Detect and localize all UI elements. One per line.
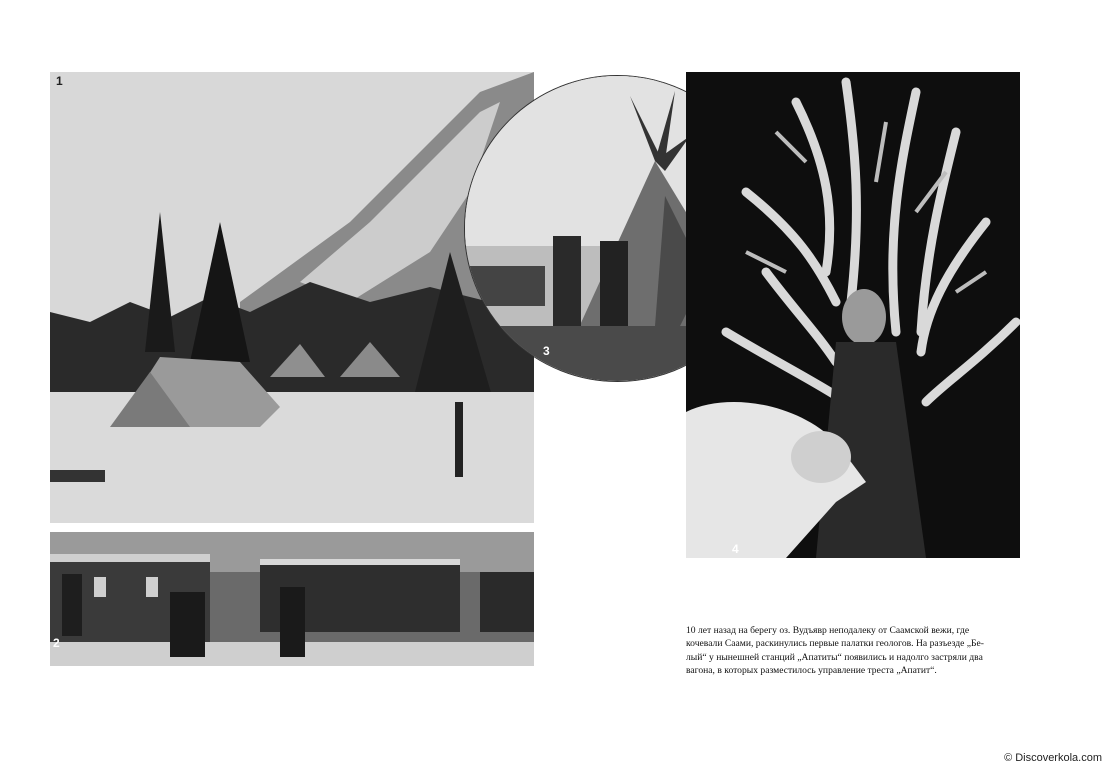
watermark-text: Discoverkola.com <box>1015 752 1102 764</box>
photo-2-wagons <box>50 532 534 666</box>
photo-caption <box>686 624 1010 678</box>
photo-number-2: 2 <box>53 636 60 650</box>
copyright-icon: © <box>1004 752 1013 764</box>
caption-line: вагона, в которых разместилось управление треста „Апатит“. <box>686 665 937 677</box>
photo-number-1: 1 <box>56 74 63 88</box>
photo-number-3: 3 <box>543 344 550 358</box>
photo-1-camp <box>50 72 534 523</box>
caption-line: лый“ у нынешней станций „Апатиты“ появились и надолго застряли два <box>686 651 983 663</box>
caption-line: 10 лет назад на берегу оз. Вудъявр неподалеку от Саамской вежи, где <box>686 625 970 636</box>
photo-number-4: 4 <box>732 542 739 556</box>
caption-line: кочевали Саами, раскинулись первые палатки геологов. На разъезде „Бе- <box>686 638 984 650</box>
watermark <box>1004 752 1102 764</box>
photo-4-reindeer <box>686 72 1020 558</box>
